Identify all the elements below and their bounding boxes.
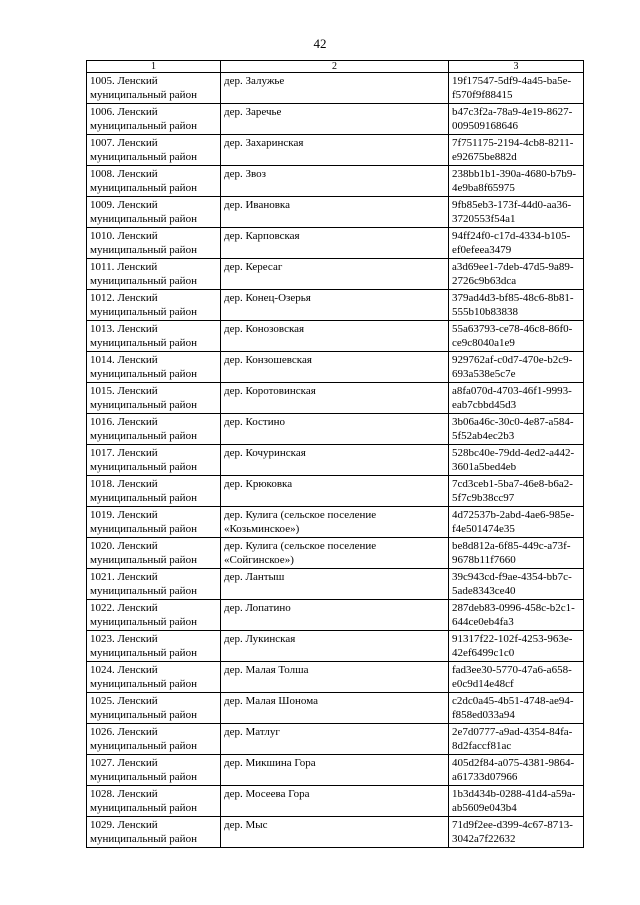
cell-guid bbox=[449, 817, 584, 848]
cell-place bbox=[221, 786, 449, 817]
cell-region bbox=[87, 321, 221, 352]
region-text: 1025. Ленский муниципальный район bbox=[90, 695, 197, 721]
guid-text: 287deb83-0996-458c-b2c1- 644ce0eb4fa3 bbox=[452, 602, 575, 628]
table-row bbox=[87, 383, 584, 414]
cell-place bbox=[221, 538, 449, 569]
cell-guid bbox=[449, 383, 584, 414]
region-text: 1010. Ленский муниципальный район bbox=[90, 230, 197, 256]
place-text: дер. Заречье bbox=[224, 106, 282, 118]
cell-place bbox=[221, 662, 449, 693]
cell-region bbox=[87, 352, 221, 383]
cell-place bbox=[221, 507, 449, 538]
cell-place bbox=[221, 631, 449, 662]
cell-guid bbox=[449, 569, 584, 600]
cell-place bbox=[221, 352, 449, 383]
guid-text: 4d72537b-2abd-4ae6-985e- f4e501474e35 bbox=[452, 509, 575, 535]
guid-text: 39c943cd-f9ae-4354-bb7c- 5ade8343ce40 bbox=[452, 571, 572, 597]
cell-region bbox=[87, 414, 221, 445]
table-row bbox=[87, 73, 584, 104]
guid-text: a8fa070d-4703-46f1-9993- eab7cbbd45d3 bbox=[452, 385, 572, 411]
guid-text: 19f17547-5df9-4a45-ba5e- f570f9f88415 bbox=[452, 75, 572, 101]
cell-place bbox=[221, 383, 449, 414]
cell-guid bbox=[449, 693, 584, 724]
place-text: дер. Коротовинская bbox=[224, 385, 316, 397]
cell-region bbox=[87, 383, 221, 414]
cell-place bbox=[221, 693, 449, 724]
place-text: дер. Лантыш bbox=[224, 571, 285, 583]
cell-region bbox=[87, 135, 221, 166]
place-text: дер. Малая Шонома bbox=[224, 695, 318, 707]
guid-text: be8d812a-6f85-449c-a73f- 9678b11f7660 bbox=[452, 540, 571, 566]
cell-guid bbox=[449, 290, 584, 321]
table-row bbox=[87, 414, 584, 445]
region-text: 1029. Ленский муниципальный район bbox=[90, 819, 197, 845]
table-header-row bbox=[87, 61, 584, 73]
column-header-1: 1 bbox=[87, 61, 221, 73]
region-text: 1026. Ленский муниципальный район bbox=[90, 726, 197, 752]
cell-place bbox=[221, 290, 449, 321]
cell-place bbox=[221, 166, 449, 197]
cell-place bbox=[221, 259, 449, 290]
table-row bbox=[87, 662, 584, 693]
table-row bbox=[87, 786, 584, 817]
cell-guid bbox=[449, 600, 584, 631]
cell-place bbox=[221, 724, 449, 755]
region-text: 1014. Ленский муниципальный район bbox=[90, 354, 197, 380]
cell-region bbox=[87, 166, 221, 197]
place-text: дер. Кулига (сельское поселение «Сойгинское») bbox=[224, 540, 377, 566]
place-text: дер. Кулига (сельское поселение «Козьминское») bbox=[224, 509, 377, 535]
cell-guid bbox=[449, 445, 584, 476]
column-header-3: 3 bbox=[449, 61, 584, 73]
guid-text: fad3ee30-5770-47a6-a658- e0c9d14e48cf bbox=[452, 664, 572, 690]
cell-region bbox=[87, 507, 221, 538]
region-text: 1016. Ленский муниципальный район bbox=[90, 416, 197, 442]
place-text: дер. Кересаг bbox=[224, 261, 283, 273]
guid-text: 929762af-c0d7-470e-b2c9- 693a538e5c7e bbox=[452, 354, 573, 380]
cell-place bbox=[221, 414, 449, 445]
cell-guid bbox=[449, 166, 584, 197]
table-row bbox=[87, 507, 584, 538]
guid-text: c2dc0a45-4b51-4748-ae94- f858ed033a94 bbox=[452, 695, 574, 721]
region-text: 1027. Ленский муниципальный район bbox=[90, 757, 197, 783]
guid-text: 528bc40e-79dd-4ed2-a442- 3601a5bed4eb bbox=[452, 447, 575, 473]
cell-guid bbox=[449, 476, 584, 507]
cell-region bbox=[87, 104, 221, 135]
cell-place bbox=[221, 104, 449, 135]
table-row bbox=[87, 600, 584, 631]
cell-region bbox=[87, 73, 221, 104]
cell-place bbox=[221, 228, 449, 259]
table-row bbox=[87, 569, 584, 600]
table-row bbox=[87, 228, 584, 259]
cell-guid bbox=[449, 197, 584, 228]
guid-text: 94ff24f0-c17d-4334-b105- ef0efeea3479 bbox=[452, 230, 571, 256]
region-text: 1005. Ленский муниципальный район bbox=[90, 75, 197, 101]
place-text: дер. Мыс bbox=[224, 819, 268, 831]
guid-text: b47c3f2a-78a9-4e19-8627- 009509168646 bbox=[452, 106, 573, 132]
table-row bbox=[87, 352, 584, 383]
place-text: дер. Карповская bbox=[224, 230, 300, 242]
place-text: дер. Ивановка bbox=[224, 199, 290, 211]
cell-guid bbox=[449, 631, 584, 662]
guid-text: 7f751175-2194-4cb8-8211- e92675be882d bbox=[452, 137, 574, 163]
cell-region bbox=[87, 600, 221, 631]
cell-guid bbox=[449, 414, 584, 445]
guid-text: 405d2f84-a075-4381-9864- a61733d07966 bbox=[452, 757, 575, 783]
table-row bbox=[87, 445, 584, 476]
place-text: дер. Кочуринская bbox=[224, 447, 306, 459]
table-row bbox=[87, 197, 584, 228]
place-text: дер. Микшина Гора bbox=[224, 757, 316, 769]
place-text: дер. Лукинская bbox=[224, 633, 296, 645]
table-row bbox=[87, 693, 584, 724]
region-text: 1024. Ленский муниципальный район bbox=[90, 664, 197, 690]
column-header-2: 2 bbox=[221, 61, 449, 73]
cell-guid bbox=[449, 228, 584, 259]
region-text: 1012. Ленский муниципальный район bbox=[90, 292, 197, 318]
region-text: 1006. Ленский муниципальный район bbox=[90, 106, 197, 132]
place-text: дер. Захаринская bbox=[224, 137, 304, 149]
guid-text: 55a63793-ce78-46c8-86f0- ce9c8040a1e9 bbox=[452, 323, 573, 349]
table-row bbox=[87, 259, 584, 290]
cell-region bbox=[87, 290, 221, 321]
place-text: дер. Залужье bbox=[224, 75, 285, 87]
table-row bbox=[87, 104, 584, 135]
guid-text: 9fb85eb3-173f-44d0-aa36- 3720553f54a1 bbox=[452, 199, 572, 225]
guid-text: 7cd3ceb1-5ba7-46e8-b6a2- 5f7c9b38cc97 bbox=[452, 478, 573, 504]
place-text: дер. Лопатино bbox=[224, 602, 291, 614]
region-text: 1008. Ленский муниципальный район bbox=[90, 168, 197, 194]
region-text: 1018. Ленский муниципальный район bbox=[90, 478, 197, 504]
cell-guid bbox=[449, 538, 584, 569]
table-row bbox=[87, 817, 584, 848]
region-text: 1022. Ленский муниципальный район bbox=[90, 602, 197, 628]
region-text: 1023. Ленский муниципальный район bbox=[90, 633, 197, 659]
cell-guid bbox=[449, 321, 584, 352]
cell-guid bbox=[449, 786, 584, 817]
place-text: дер. Костино bbox=[224, 416, 286, 428]
cell-place bbox=[221, 321, 449, 352]
cell-region bbox=[87, 445, 221, 476]
region-text: 1019. Ленский муниципальный район bbox=[90, 509, 197, 535]
guid-text: a3d69ee1-7deb-47d5-9a89- 2726c9b63dca bbox=[452, 261, 574, 287]
table-row bbox=[87, 166, 584, 197]
guid-text: 2e7d0777-a9ad-4354-84fa- 8d2faccf81ac bbox=[452, 726, 573, 752]
cell-place bbox=[221, 73, 449, 104]
cell-place bbox=[221, 569, 449, 600]
cell-region bbox=[87, 538, 221, 569]
cell-guid bbox=[449, 662, 584, 693]
table-row bbox=[87, 631, 584, 662]
cell-region bbox=[87, 228, 221, 259]
cell-guid bbox=[449, 259, 584, 290]
place-text: дер. Конец-Озерья bbox=[224, 292, 311, 304]
table-row bbox=[87, 135, 584, 166]
cell-place bbox=[221, 445, 449, 476]
region-text: 1021. Ленский муниципальный район bbox=[90, 571, 197, 597]
region-text: 1028. Ленский муниципальный район bbox=[90, 788, 197, 814]
cell-guid bbox=[449, 135, 584, 166]
cell-guid bbox=[449, 724, 584, 755]
table-row bbox=[87, 321, 584, 352]
cell-region bbox=[87, 755, 221, 786]
cell-guid bbox=[449, 755, 584, 786]
page-number: 42 bbox=[313, 36, 327, 51]
region-text: 1009. Ленский муниципальный район bbox=[90, 199, 197, 225]
cell-region bbox=[87, 693, 221, 724]
table-row bbox=[87, 724, 584, 755]
guid-text: 3b06a46c-30c0-4e87-a584- 5f52ab4ec2b3 bbox=[452, 416, 574, 442]
region-text: 1013. Ленский муниципальный район bbox=[90, 323, 197, 349]
place-text: дер. Малая Толша bbox=[224, 664, 309, 676]
guid-text: 71d9f2ee-d399-4c67-8713- 3042a7f22632 bbox=[452, 819, 573, 845]
table-row bbox=[87, 538, 584, 569]
cell-region bbox=[87, 197, 221, 228]
region-text: 1020. Ленский муниципальный район bbox=[90, 540, 197, 566]
cell-place bbox=[221, 476, 449, 507]
place-text: дер. Матлуг bbox=[224, 726, 280, 738]
cell-guid bbox=[449, 104, 584, 135]
cell-region bbox=[87, 569, 221, 600]
guid-text: 1b3d434b-0288-41d4-a59a- ab5609e043b4 bbox=[452, 788, 576, 814]
cell-region bbox=[87, 631, 221, 662]
cell-region bbox=[87, 259, 221, 290]
place-text: дер. Крюковка bbox=[224, 478, 293, 490]
cell-region bbox=[87, 724, 221, 755]
cell-region bbox=[87, 662, 221, 693]
registry-table bbox=[86, 60, 584, 848]
cell-guid bbox=[449, 73, 584, 104]
cell-guid bbox=[449, 507, 584, 538]
cell-place bbox=[221, 135, 449, 166]
guid-text: 238bb1b1-390a-4680-b7b9- 4e9ba8f65975 bbox=[452, 168, 577, 194]
place-text: дер. Мосеева Гора bbox=[224, 788, 310, 800]
region-text: 1015. Ленский муниципальный район bbox=[90, 385, 197, 411]
place-text: дер. Конозовская bbox=[224, 323, 305, 335]
cell-place bbox=[221, 817, 449, 848]
guid-text: 91317f22-102f-4253-963e- 42ef6499c1c0 bbox=[452, 633, 573, 659]
cell-place bbox=[221, 755, 449, 786]
table-row bbox=[87, 476, 584, 507]
cell-place bbox=[221, 197, 449, 228]
guid-text: 379ad4d3-bf85-48c6-8b81- 555b10b83838 bbox=[452, 292, 574, 318]
region-text: 1017. Ленский муниципальный район bbox=[90, 447, 197, 473]
region-text: 1011. Ленский муниципальный район bbox=[90, 261, 197, 287]
cell-region bbox=[87, 476, 221, 507]
table-row bbox=[87, 755, 584, 786]
cell-guid bbox=[449, 352, 584, 383]
region-text: 1007. Ленский муниципальный район bbox=[90, 137, 197, 163]
cell-region bbox=[87, 817, 221, 848]
place-text: дер. Конзошевская bbox=[224, 354, 312, 366]
table-row bbox=[87, 290, 584, 321]
cell-place bbox=[221, 600, 449, 631]
place-text: дер. Звоз bbox=[224, 168, 266, 180]
cell-region bbox=[87, 786, 221, 817]
